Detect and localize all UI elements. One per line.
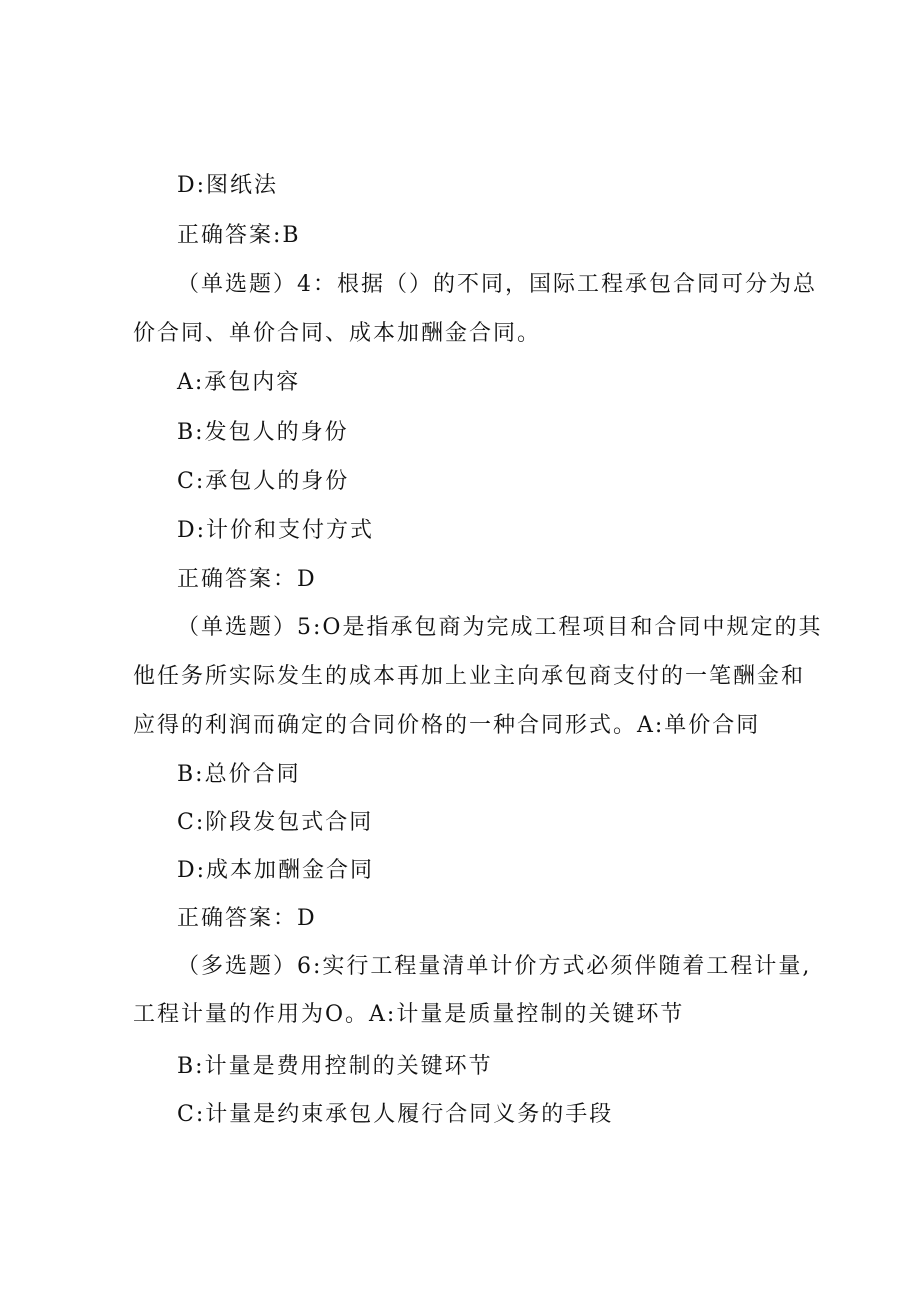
option-a-q4: A:承包内容 <box>177 370 301 395</box>
answer-q4: 正确答案：D <box>177 567 317 592</box>
option-b-q4: B:发包人的身份 <box>177 420 349 445</box>
answer-q5: 正确答案：D <box>177 906 317 931</box>
question-5-line-2: 他任务所实际发生的成本再加上业主向承包商支付的一笔酬金和 <box>133 664 806 689</box>
option-d-q5: D:成本加酬金合同 <box>177 858 375 883</box>
question-4-line-2: 价合同、单价合同、成本加酬金合同。 <box>133 321 542 346</box>
question-5-line-1: （单选题）5:O是指承包商为完成工程项目和合同中规定的其 <box>177 615 823 640</box>
option-c-q5: C:阶段发包式合同 <box>177 810 374 835</box>
option-c-q4: C:承包人的身份 <box>177 469 350 494</box>
option-b-q6: B:计量是费用控制的关键环节 <box>177 1054 493 1079</box>
option-c-q6: C:计量是约束承包人履行合同义务的手段 <box>177 1102 614 1127</box>
answer-q3: 正确答案:B <box>177 223 301 248</box>
question-5-line-3: 应得的利润而确定的合同价格的一种合同形式。A:单价合同 <box>133 713 761 738</box>
question-6-line-1: （多选题）6:实行工程量清单计价方式必须伴随着工程计量, <box>177 954 812 979</box>
option-b-q5: B:总价合同 <box>177 762 301 787</box>
question-6-line-2: 工程计量的作用为O。A:计量是质量控制的关键环节 <box>133 1002 685 1027</box>
option-d-q4: D:计价和支付方式 <box>177 518 375 543</box>
question-4-line-1: （单选题）4：根据（）的不同，国际工程承包合同可分为总 <box>177 272 817 297</box>
option-d-q3: D:图纸法 <box>177 173 279 198</box>
